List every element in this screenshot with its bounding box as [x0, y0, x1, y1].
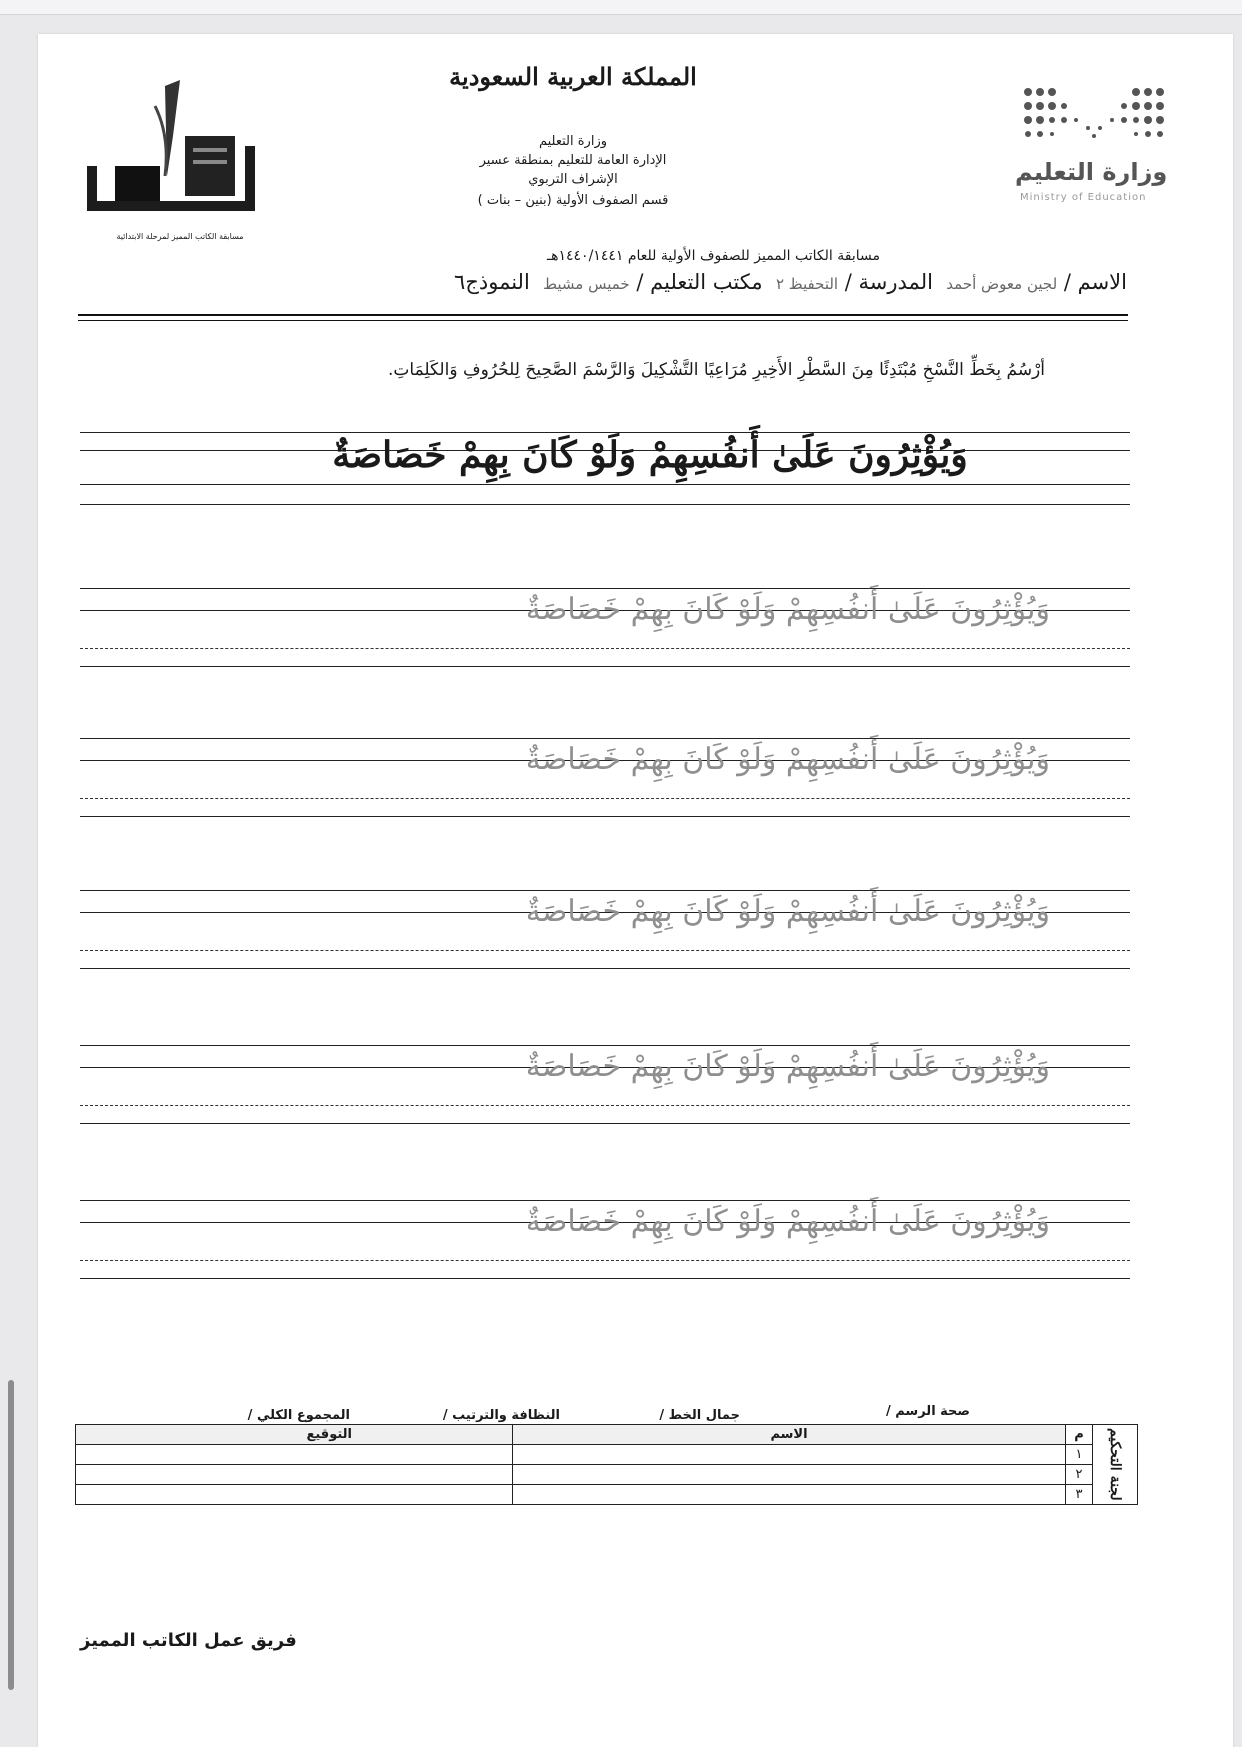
instruction-text: أرْسُمُ بِخَطِّ النَّسْخِ مُبْتَدِئًا مِنَ السَّطْرِ الأَخِيرِ مُرَاعِيًا التَّشْكِيلَ وَالرَّسْمَ الصَّحِيحَ لِلحُرُوفِ وَالكَلِمَاتِ. [388, 360, 1045, 380]
table-row [76, 1425, 1138, 1445]
table-row [76, 1485, 1138, 1505]
office-value: خميس مشيط [543, 275, 630, 293]
judge-signature-cell [76, 1465, 513, 1485]
judge-signature-cell [76, 1485, 513, 1505]
kingdom-title: المملكة العربية السعودية [449, 62, 697, 91]
total-label: المجموع الكلي / [247, 1408, 350, 1423]
table-row [76, 1445, 1138, 1465]
student-copy-2: وَيُؤْثِرُونَ عَلَىٰ أَنفُسِهِمْ وَلَوْ كَانَ بِهِمْ خَصَاصَةٌ [525, 742, 1050, 777]
header-line-2: الإدارة العامة للتعليم بمنطقة عسير [479, 153, 667, 168]
student-copy-1: وَيُؤْثِرُونَ عَلَىٰ أَنفُسِهِمْ وَلَوْ كَانَ بِهِمْ خَصَاصَةٌ [525, 592, 1050, 627]
student-copy-5: وَيُؤْثِرُونَ عَلَىٰ أَنفُسِهِمْ وَلَوْ كَانَ بِهِمْ خَصَاصَةٌ [525, 1204, 1050, 1239]
ministry-dots-logo [1020, 84, 1170, 146]
ministry-name-en: Ministry of Education [1020, 192, 1147, 203]
header-divider [78, 314, 1128, 316]
col-signature-header: التوقيع [76, 1425, 513, 1445]
header-line-1: وزارة التعليم [538, 134, 608, 149]
name-label: الاسم / [1063, 270, 1127, 294]
row-num: ١ [1066, 1445, 1093, 1465]
school-label: المدرسة / [844, 270, 933, 294]
ministry-name-ar: وزارة التعليم [1015, 158, 1168, 186]
top-bar [0, 0, 1242, 15]
scrollbar[interactable] [8, 1380, 14, 1690]
neatness-label: النظافة والترتيب / [442, 1408, 560, 1423]
row-num: ٢ [1066, 1465, 1093, 1485]
judge-name-cell [513, 1485, 1066, 1505]
accuracy-label: صحة الرسم / [885, 1404, 970, 1419]
name-value: لجين معوض أحمد [946, 275, 1058, 293]
competition-title: مسابقة الكاتب المميز للصفوف الأولية للعام ١٤٤٠/١٤٤١هـ [547, 248, 880, 264]
model-sentence: وَيُؤْثِرُونَ عَلَىٰ أَنفُسِهِمْ وَلَوْ كَانَ بِهِمْ خَصَاصَةٌ [332, 434, 968, 476]
footer-team-credit: فريق عمل الكاتب المميز [80, 1630, 297, 1651]
judge-name-cell [513, 1445, 1066, 1465]
logo-caption: مسابقة الكاتب المميز لمرحلة الابتدائية [116, 232, 244, 241]
header-line-4: قسم الصفوف الأولية (بنين – بنات ) [477, 193, 669, 208]
school-value: التحفيظ ٢ [775, 275, 839, 293]
header-line-3: الإشراف التربوي [528, 172, 618, 187]
table-row [76, 1465, 1138, 1485]
beauty-label: جمال الخط / [659, 1408, 740, 1423]
judge-signature-cell [76, 1445, 513, 1465]
header-divider-thin [78, 320, 1128, 321]
judges-table [75, 1424, 1138, 1505]
student-info-line [72, 270, 1127, 294]
judging-committee-label: لجنة التحكيم [1093, 1425, 1138, 1505]
judge-name-cell [513, 1465, 1066, 1485]
model-label: النموذج٦ [454, 270, 530, 294]
office-label: مكتب التعليم / [636, 270, 763, 294]
competition-logo [85, 76, 265, 226]
col-num-header: م [1066, 1425, 1093, 1445]
row-num: ٣ [1066, 1485, 1093, 1505]
student-copy-3: وَيُؤْثِرُونَ عَلَىٰ أَنفُسِهِمْ وَلَوْ كَانَ بِهِمْ خَصَاصَةٌ [525, 894, 1050, 929]
student-copy-4: وَيُؤْثِرُونَ عَلَىٰ أَنفُسِهِمْ وَلَوْ كَانَ بِهِمْ خَصَاصَةٌ [525, 1049, 1050, 1084]
col-name-header: الاسم [513, 1425, 1066, 1445]
